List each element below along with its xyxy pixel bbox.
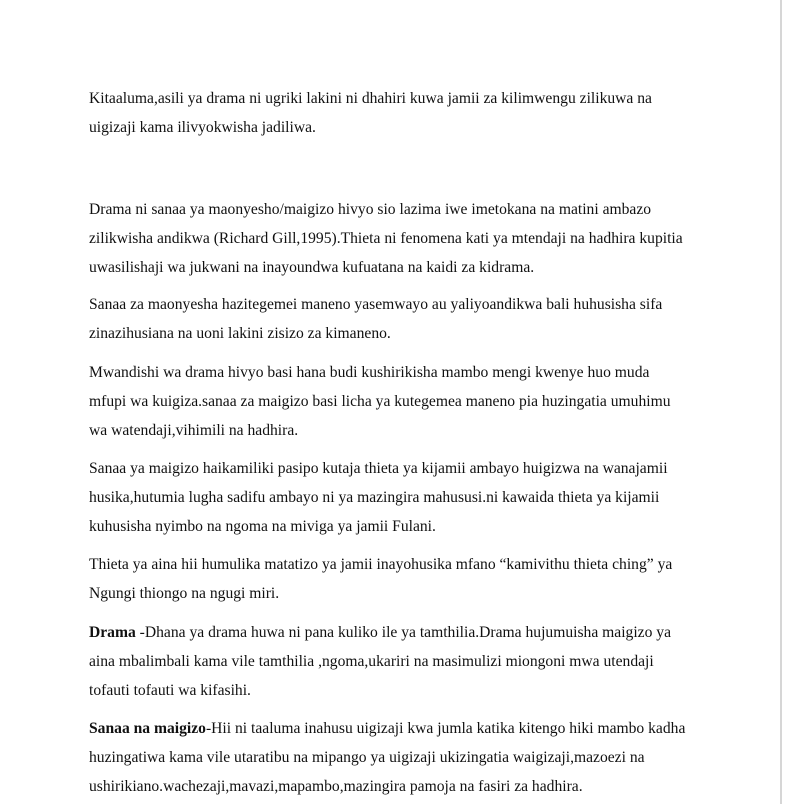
paragraph-text: Mwandishi wa drama hivyo basi hana budi kushirikisha mambo mengi kwenye huo muda mfupi wa kuigiza.sanaa za maigizo basi licha ya kutegemea maneno pia huzingatia umuhimu wa watendaji,vihimili na hadhira. xyxy=(89,364,671,439)
term-sanaa-na-maigizo: Sanaa na maigizo xyxy=(89,720,206,737)
paragraph-4 xyxy=(89,358,689,445)
paragraph-text: Kitaaluma,asili ya drama ni ugriki lakini ni dhahiri kuwa jamii za kilimwengu zilikuwa na uigizaji kama ilivyokwisha jadiliwa. xyxy=(89,90,652,136)
paragraph-text: Thieta ya aina hii humulika matatizo ya jamii inayohusika mfano “kamivithu thieta ching” ya Ngungi thiongo na ngugi miri. xyxy=(89,556,673,602)
paragraph-6 xyxy=(89,550,689,608)
paragraph-text: Drama ni sanaa ya maonyesho/maigizo hivyo sio lazima iwe imetokana na matini ambazo zilikwisha andikwa (Richard Gill,1995).Thieta ni fenomena kati ya mtendaji na hadhira kupitia uwasilishaji wa jukwani na inayoundwa kufuatana na kaidi za kidrama. xyxy=(89,201,683,276)
page-edge-divider xyxy=(780,0,782,804)
paragraph-text: Sanaa ya maigizo haikamiliki pasipo kutaja thieta ya kijamii ambayo huigizwa na wanajamii husika,hutumia lugha sadifu ambayo ni ya mazingira mahususi.ni kawaida thieta ya kijamii kuhusisha nyimbo na ngoma na miviga ya jamii Fulani. xyxy=(89,460,668,535)
paragraph-2 xyxy=(89,195,689,282)
paragraph-text: -Hii ni taaluma inahusu uigizaji kwa jumla katika kitengo hiki mambo kadha huzingatiwa kama vile utaratibu na mipango ya uigizaji ukizingatia waigizaji,mazoezi na ushirikiano.wachezaji,mavazi,mapambo,mazingira pamoja na fasiri za hadhira. xyxy=(89,720,686,795)
paragraph-3 xyxy=(89,290,689,348)
paragraph-5 xyxy=(89,454,689,541)
paragraph-sanaa-na-maigizo xyxy=(89,714,689,801)
paragraph-text: -Dhana ya drama huwa ni pana kuliko ile ya tamthilia.Drama hujumuisha maigizo ya aina mbalimbali kama vile tamthilia ,ngoma,ukariri na masimulizi miongoni mwa utendaji tofauti tofauti wa kifasihi. xyxy=(89,624,672,699)
paragraph-text: Sanaa za maonyesha hazitegemei maneno yasemwayo au yaliyoandikwa bali huhusisha sifa zinazihusiana na uoni lakini zisizo za kimaneno. xyxy=(89,296,663,342)
paragraph-drama xyxy=(89,618,689,705)
term-drama: Drama xyxy=(89,624,136,641)
paragraph-1 xyxy=(89,84,689,142)
